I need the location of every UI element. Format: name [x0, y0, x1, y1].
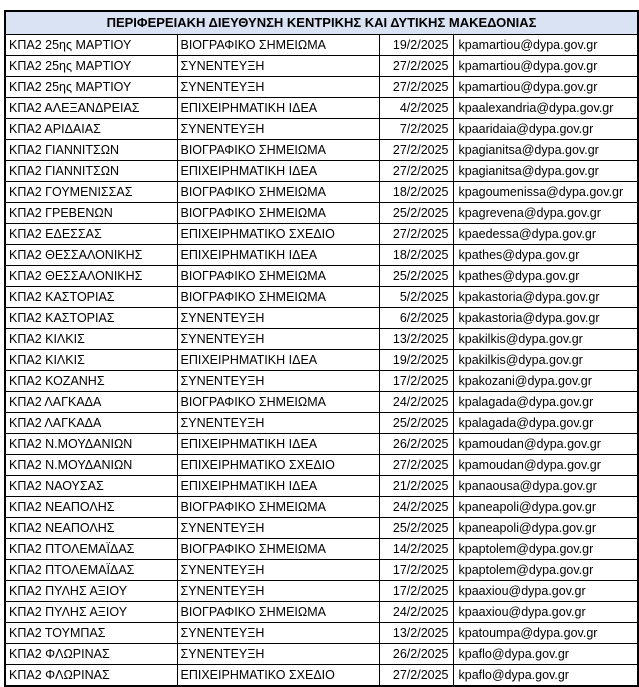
date-cell: 27/2/2025 [379, 224, 453, 245]
session-type-cell: ΒΙΟΓΡΑΦΙΚΟ ΣΗΜΕΙΩΜΑ [177, 182, 379, 203]
date-cell: 6/2/2025 [379, 308, 453, 329]
session-type-cell: ΒΙΟΓΡΑΦΙΚΟ ΣΗΜΕΙΩΜΑ [177, 203, 379, 224]
email-cell: kpamartiou@dypa.gov.gr [453, 56, 638, 77]
session-type-cell: ΒΙΟΓΡΑΦΙΚΟ ΣΗΜΕΙΩΜΑ [177, 287, 379, 308]
table-row [5, 581, 638, 602]
table-row [5, 308, 638, 329]
office-cell: ΚΠΑ2 ΚΙΛΚΙΣ [5, 350, 177, 371]
date-cell: 25/2/2025 [379, 413, 453, 434]
session-type-cell: ΕΠΙΧΕΙΡΗΜΑΤΙΚΗ ΙΔΕΑ [177, 476, 379, 497]
date-cell: 24/2/2025 [379, 497, 453, 518]
session-type-cell: ΒΙΟΓΡΑΦΙΚΟ ΣΗΜΕΙΩΜΑ [177, 602, 379, 623]
office-cell: ΚΠΑ2 ΚΑΣΤΟΡΙΑΣ [5, 308, 177, 329]
session-type-cell: ΣΥΝΕΝΤΕΥΞΗ [177, 56, 379, 77]
session-type-cell: ΕΠΙΧΕΙΡΗΜΑΤΙΚΟ ΣΧΕΔΙΟ [177, 455, 379, 476]
email-cell: kpagianitsa@dypa.gov.gr [453, 161, 638, 182]
date-cell: 27/2/2025 [379, 161, 453, 182]
session-type-cell: ΣΥΝΕΝΤΕΥΞΗ [177, 560, 379, 581]
table-row [5, 245, 638, 266]
email-cell: kpaaridaia@dypa.gov.gr [453, 119, 638, 140]
office-cell: ΚΠΑ2 25ης ΜΑΡΤΙΟΥ [5, 56, 177, 77]
session-type-cell: ΣΥΝΕΝΤΕΥΞΗ [177, 119, 379, 140]
email-cell: kpaptolem@dypa.gov.gr [453, 560, 638, 581]
date-cell: 18/2/2025 [379, 245, 453, 266]
office-cell: ΚΠΑ2 ΠΤΟΛΕΜΑΪΔΑΣ [5, 539, 177, 560]
table-row [5, 140, 638, 161]
office-cell: ΚΠΑ2 ΝΑΟΥΣΑΣ [5, 476, 177, 497]
email-cell: kpaflo@dypa.gov.gr [453, 644, 638, 665]
office-cell: ΚΠΑ2 ΝΕΑΠΟΛΗΣ [5, 497, 177, 518]
schedule-sheet [4, 10, 637, 687]
table-row [5, 602, 638, 623]
office-cell: ΚΠΑ2 ΠΤΟΛΕΜΑΪΔΑΣ [5, 560, 177, 581]
date-cell: 25/2/2025 [379, 518, 453, 539]
date-cell: 19/2/2025 [379, 35, 453, 56]
session-type-cell: ΒΙΟΓΡΑΦΙΚΟ ΣΗΜΕΙΩΜΑ [177, 35, 379, 56]
email-cell: kpamartiou@dypa.gov.gr [453, 35, 638, 56]
table-row [5, 119, 638, 140]
office-cell: ΚΠΑ2 25ης ΜΑΡΤΙΟΥ [5, 35, 177, 56]
table-row [5, 98, 638, 119]
session-type-cell: ΣΥΝΕΝΤΕΥΞΗ [177, 329, 379, 350]
email-cell: kpamartiou@dypa.gov.gr [453, 77, 638, 98]
office-cell: ΚΠΑ2 ΛΑΓΚΑΔΑ [5, 392, 177, 413]
email-cell: kpatoumpa@dypa.gov.gr [453, 623, 638, 644]
session-type-cell: ΕΠΙΧΕΙΡΗΜΑΤΙΚΗ ΙΔΕΑ [177, 350, 379, 371]
session-type-cell: ΒΙΟΓΡΑΦΙΚΟ ΣΗΜΕΙΩΜΑ [177, 497, 379, 518]
email-cell: kpathes@dypa.gov.gr [453, 245, 638, 266]
table-row [5, 413, 638, 434]
date-cell: 19/2/2025 [379, 350, 453, 371]
session-type-cell: ΒΙΟΓΡΑΦΙΚΟ ΣΗΜΕΙΩΜΑ [177, 140, 379, 161]
session-type-cell: ΕΠΙΧΕΙΡΗΜΑΤΙΚΟ ΣΧΕΔΙΟ [177, 665, 379, 687]
office-cell: ΚΠΑ2 ΛΑΓΚΑΔΑ [5, 413, 177, 434]
table-row [5, 182, 638, 203]
date-cell: 17/2/2025 [379, 371, 453, 392]
title-row [5, 11, 638, 35]
office-cell: ΚΠΑ2 ΓΙΑΝΝΙΤΣΩΝ [5, 140, 177, 161]
date-cell: 13/2/2025 [379, 623, 453, 644]
email-cell: kpamoudan@dypa.gov.gr [453, 455, 638, 476]
date-cell: 26/2/2025 [379, 434, 453, 455]
table-row [5, 392, 638, 413]
office-cell: ΚΠΑ2 ΑΡΙΔΑΙΑΣ [5, 119, 177, 140]
office-cell: ΚΠΑ2 ΠΥΛΗΣ ΑΞΙΟΥ [5, 581, 177, 602]
date-cell: 27/2/2025 [379, 77, 453, 98]
table-title: ΠΕΡΙΦΕΡΕΙΑΚΗ ΔΙΕΥΘΥΝΣΗ ΚΕΝΤΡΙΚΗΣ ΚΑΙ ΔΥΤΙΚΗΣ ΜΑΚΕΔΟΝΙΑΣ [5, 11, 638, 35]
session-type-cell: ΕΠΙΧΕΙΡΗΜΑΤΙΚΗ ΙΔΕΑ [177, 434, 379, 455]
session-type-cell: ΣΥΝΕΝΤΕΥΞΗ [177, 371, 379, 392]
email-cell: kpanaousa@dypa.gov.gr [453, 476, 638, 497]
session-type-cell: ΣΥΝΕΝΤΕΥΞΗ [177, 581, 379, 602]
office-cell: ΚΠΑ2 ΕΔΕΣΣΑΣ [5, 224, 177, 245]
email-cell: kpalagada@dypa.gov.gr [453, 413, 638, 434]
office-cell: ΚΠΑ2 ΓΟΥΜΕΝΙΣΣΑΣ [5, 182, 177, 203]
email-cell: kpaptolem@dypa.gov.gr [453, 539, 638, 560]
date-cell: 14/2/2025 [379, 539, 453, 560]
office-cell: ΚΠΑ2 ΤΟΥΜΠΑΣ [5, 623, 177, 644]
date-cell: 17/2/2025 [379, 581, 453, 602]
table-row [5, 371, 638, 392]
email-cell: kpaneapoli@dypa.gov.gr [453, 497, 638, 518]
table-row [5, 203, 638, 224]
email-cell: kpaedessa@dypa.gov.gr [453, 224, 638, 245]
table-row [5, 266, 638, 287]
session-type-cell: ΣΥΝΕΝΤΕΥΞΗ [177, 518, 379, 539]
email-cell: kpaflo@dypa.gov.gr [453, 665, 638, 687]
session-type-cell: ΕΠΙΧΕΙΡΗΜΑΤΙΚΗ ΙΔΕΑ [177, 98, 379, 119]
office-cell: ΚΠΑ2 ΚΟΖΑΝΗΣ [5, 371, 177, 392]
session-type-cell: ΣΥΝΕΝΤΕΥΞΗ [177, 413, 379, 434]
date-cell: 17/2/2025 [379, 560, 453, 581]
session-type-cell: ΕΠΙΧΕΙΡΗΜΑΤΙΚΟ ΣΧΕΔΙΟ [177, 224, 379, 245]
office-cell: ΚΠΑ2 ΑΛΕΞΑΝΔΡΕΙΑΣ [5, 98, 177, 119]
date-cell: 25/2/2025 [379, 203, 453, 224]
date-cell: 7/2/2025 [379, 119, 453, 140]
email-cell: kpalagada@dypa.gov.gr [453, 392, 638, 413]
office-cell: ΚΠΑ2 ΦΛΩΡΙΝΑΣ [5, 644, 177, 665]
table-row [5, 350, 638, 371]
table-row [5, 518, 638, 539]
email-cell: kpakilkis@dypa.gov.gr [453, 350, 638, 371]
table-body [5, 11, 638, 686]
date-cell: 24/2/2025 [379, 392, 453, 413]
table-row [5, 497, 638, 518]
office-cell: ΚΠΑ2 ΦΛΩΡΙΝΑΣ [5, 665, 177, 687]
date-cell: 5/2/2025 [379, 287, 453, 308]
table-row [5, 665, 638, 687]
office-cell: ΚΠΑ2 ΓΙΑΝΝΙΤΣΩΝ [5, 161, 177, 182]
email-cell: kpaaxiou@dypa.gov.gr [453, 581, 638, 602]
table-row [5, 539, 638, 560]
date-cell: 25/2/2025 [379, 266, 453, 287]
session-type-cell: ΒΙΟΓΡΑΦΙΚΟ ΣΗΜΕΙΩΜΑ [177, 392, 379, 413]
office-cell: ΚΠΑ2 Ν.ΜΟΥΔΑΝΙΩΝ [5, 434, 177, 455]
table-row [5, 77, 638, 98]
date-cell: 27/2/2025 [379, 140, 453, 161]
office-cell: ΚΠΑ2 ΓΡΕΒΕΝΩΝ [5, 203, 177, 224]
email-cell: kpagoumenissa@dypa.gov.gr [453, 182, 638, 203]
table-row [5, 560, 638, 581]
table-row [5, 644, 638, 665]
date-cell: 26/2/2025 [379, 644, 453, 665]
session-type-cell: ΕΠΙΧΕΙΡΗΜΑΤΙΚΗ ΙΔΕΑ [177, 245, 379, 266]
session-type-cell: ΒΙΟΓΡΑΦΙΚΟ ΣΗΜΕΙΩΜΑ [177, 539, 379, 560]
date-cell: 21/2/2025 [379, 476, 453, 497]
email-cell: kpaalexandria@dypa.gov.gr [453, 98, 638, 119]
session-type-cell: ΣΥΝΕΝΤΕΥΞΗ [177, 623, 379, 644]
office-cell: ΚΠΑ2 ΘΕΣΣΑΛΟΝΙΚΗΣ [5, 245, 177, 266]
table-row [5, 476, 638, 497]
date-cell: 18/2/2025 [379, 182, 453, 203]
table-row [5, 224, 638, 245]
table-row [5, 455, 638, 476]
email-cell: kpagrevena@dypa.gov.gr [453, 203, 638, 224]
table-row [5, 434, 638, 455]
office-cell: ΚΠΑ2 ΚΙΛΚΙΣ [5, 329, 177, 350]
office-cell: ΚΠΑ2 ΝΕΑΠΟΛΗΣ [5, 518, 177, 539]
date-cell: 27/2/2025 [379, 455, 453, 476]
office-cell: ΚΠΑ2 ΘΕΣΣΑΛΟΝΙΚΗΣ [5, 266, 177, 287]
office-cell: ΚΠΑ2 25ης ΜΑΡΤΙΟΥ [5, 77, 177, 98]
email-cell: kpakilkis@dypa.gov.gr [453, 329, 638, 350]
email-cell: kpakastoria@dypa.gov.gr [453, 287, 638, 308]
table-row [5, 35, 638, 56]
office-cell: ΚΠΑ2 ΚΑΣΤΟΡΙΑΣ [5, 287, 177, 308]
session-type-cell: ΕΠΙΧΕΙΡΗΜΑΤΙΚΗ ΙΔΕΑ [177, 161, 379, 182]
email-cell: kpamoudan@dypa.gov.gr [453, 434, 638, 455]
table-row [5, 329, 638, 350]
date-cell: 13/2/2025 [379, 329, 453, 350]
date-cell: 27/2/2025 [379, 665, 453, 687]
schedule-table [4, 10, 639, 687]
date-cell: 24/2/2025 [379, 602, 453, 623]
email-cell: kpagianitsa@dypa.gov.gr [453, 140, 638, 161]
date-cell: 4/2/2025 [379, 98, 453, 119]
email-cell: kpaneapoli@dypa.gov.gr [453, 518, 638, 539]
email-cell: kpaaxiou@dypa.gov.gr [453, 602, 638, 623]
table-row [5, 287, 638, 308]
email-cell: kpakozani@dypa.gov.gr [453, 371, 638, 392]
office-cell: ΚΠΑ2 ΠΥΛΗΣ ΑΞΙΟΥ [5, 602, 177, 623]
date-cell: 27/2/2025 [379, 56, 453, 77]
office-cell: ΚΠΑ2 Ν.ΜΟΥΔΑΝΙΩΝ [5, 455, 177, 476]
email-cell: kpakastoria@dypa.gov.gr [453, 308, 638, 329]
session-type-cell: ΣΥΝΕΝΤΕΥΞΗ [177, 644, 379, 665]
session-type-cell: ΒΙΟΓΡΑΦΙΚΟ ΣΗΜΕΙΩΜΑ [177, 266, 379, 287]
session-type-cell: ΣΥΝΕΝΤΕΥΞΗ [177, 308, 379, 329]
table-row [5, 623, 638, 644]
session-type-cell: ΣΥΝΕΝΤΕΥΞΗ [177, 77, 379, 98]
email-cell: kpathes@dypa.gov.gr [453, 266, 638, 287]
table-row [5, 161, 638, 182]
table-row [5, 56, 638, 77]
